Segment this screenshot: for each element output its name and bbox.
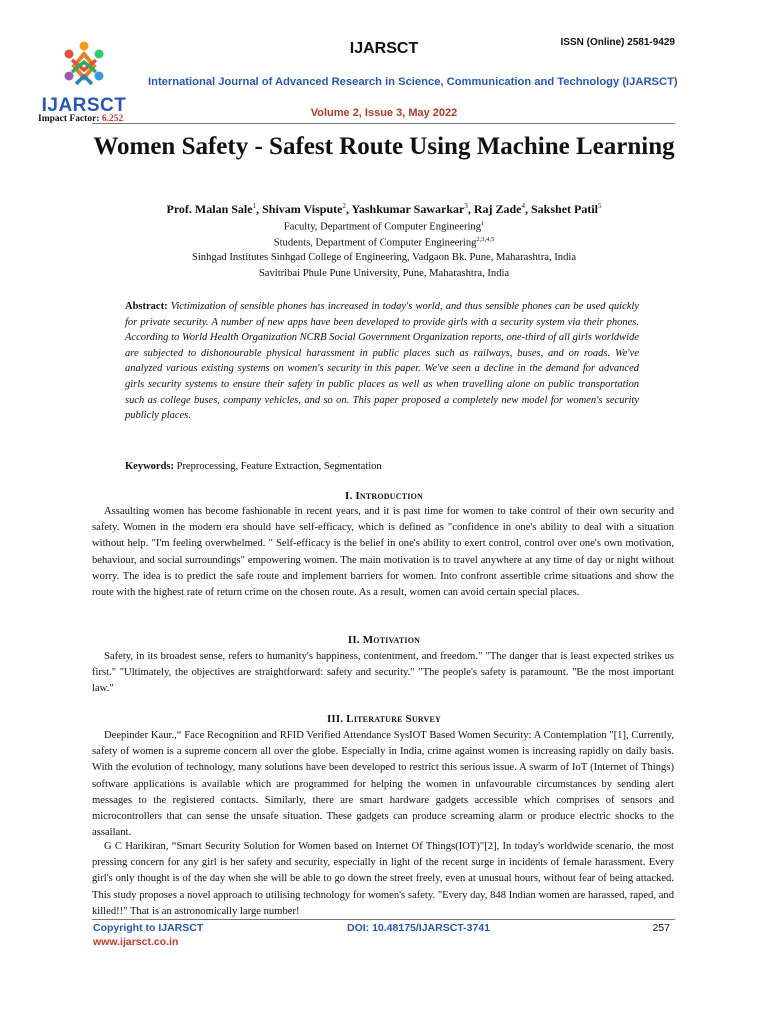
section-heading-literature-survey: III. Literature Survey [326,713,442,725]
journal-short-name: IJARSCT [349,40,419,57]
author-name: Shivam Vispute [262,202,343,216]
author-sup: 2 [342,202,346,210]
page-number: 257 [652,922,670,934]
author-sup: 5 [598,202,602,210]
footer-divider [92,919,675,920]
author-name: Sakshet Patil [531,202,599,216]
paragraph-introduction: Assaulting women has become fashionable in recent years, and it is past time for women to take control of their own security and safety. Women in the modern era should have self-efficacy, which is defined as "confidence in one's ability to deal with a situation without help. "I'm feeling overwhelmed. " Self-efficacy is the belief in one's ability to exert control, control over one's own motivation, behaviour, and social surroundings" empowering women. The main motivation is to travel anywhere at any time of day or night without worry. The idea is to predict the safe route and implement barriers for women. Into confront assertible crime situations and show the route with the highest rate of return crime on the chosen route. As a result, women can avoid certain special places. [92,506,674,599]
abstract-label: Abstract: [125,301,168,312]
logo-text: IJARSCT [41,95,127,116]
impact-value: 6.252 [101,114,124,124]
affiliation-text: Savitribai Phule Pune University, Pune, Maharashtra, India [258,268,510,279]
keywords [125,461,382,472]
author-sup: 4 [521,202,525,210]
header-divider [92,123,675,124]
affiliation-line [0,236,768,249]
affiliation-line [0,220,768,233]
affiliation-text: Students, Department of Computer Engineering [273,237,477,249]
author-list: Prof. Malan Sale$^1$, Shivam Vispute$^2$, Yashkumar Sawarkar$^3$, Raj Zade$^4$, Sakshet Patil$^5$ [166,202,602,216]
footer-doi[interactable]: DOI: 10.48175/IJARSCT-3741 [347,922,490,934]
keywords-text: Preprocessing, Feature Extraction, Segmentation [176,461,382,472]
section-heading-introduction: I. Introduction [345,490,423,502]
section-heading-motivation: II. Motivation [347,634,421,646]
affiliation-line [0,252,768,263]
volume-issue: Volume 2, Issue 3, May 2022 [310,107,458,119]
paragraph-motivation: Safety, in its broadest sense, refers to humanity's happiness, contentment, and freedom." "The danger that is least expected strikes us first." "Ultimately, the objectives are straightforward: safety and security." "The people's safety is paramount. "Be the most important law." [92,651,674,695]
paragraph-literature-2: G C Harikiran, “Smart Security Solution for Women based on Internet Of Things(IOT)"[2], In today's worldwide scenario, the most pressing concern for any girl is her safety and security, especially in light of the recent surge in incidents of female harassment. Every girl's only thought is of the day when she will be able to go down the street freely, even at unusual hours, without fear of being attacked. This study proposes a novel approach to utilising technology for women's safety. "Every day, 848 Indian women are harassed, raped, and killed!!" That is an astronomically large number! [92,841,674,917]
paper-title: Women Safety - Safest Route Using Machine Learning [93,133,675,160]
affiliation-sup: 1 [481,220,485,227]
abstract-text: Victimization of sensible phones has increased in today's world, and thus sensible phones can be used quickly for private security. A number of new apps have been developed to provide girls with a security system via their phones. According to World Health Organization NCRB Social Government Organization reports, one-third of all girls worldwide are subjected to dishonourable physical harassment in public places such as railways, buses, and on roads. We've analyzed various existing systems on women's security in this paper. We've seen a decline in the demand for advanced girls security systems to ensure their safety in public places as well as when travelling alone on public transportation such as college buses, company vehicles, and so on. This paper proposed a completely new model for women's security publicly places. [125,301,639,422]
author-name: Yashkumar Sawarkar [351,202,465,216]
paragraph-literature-1: Deepinder Kaur.,“ Face Recognition and RFID Verified Attendance SysIOT Based Women Security: A Contemplation "[1], Currently, safety of women is a supreme concern all over the globe. Especially in India, crime against women is increasing rapidly on daily basis. With the evolution of technology, many solutions have been developed to restrict this serious issue. A swarm of IoT (Internet of Things) software applications is available which are programmed for helping the women in unfavourable circumstances by sending alert messages to the registered contacts. Similarly, there are smart hardware gadgets accessible which comprises of sensors and microcontrollers that can sense the unsafe situation. These gadgets can produce screaming alarm or produce electric shocks to the assailant. [92,730,674,839]
keywords-label: Keywords: [125,461,174,472]
abstract [125,299,639,424]
author-name: Prof. Malan Sale [166,202,253,216]
author-sup: 3 [464,202,468,210]
issn: ISSN (Online) 2581-9429 [560,37,675,48]
affiliation-text: Faculty, Department of Computer Engineering [283,221,482,233]
affiliation-line [0,268,768,279]
author-name: Raj Zade [473,202,522,216]
journal-full-name: International Journal of Advanced Research in Science, Communication and Technology (IJARSCT) [148,76,678,88]
affiliation-text: Sinhgad Institutes Sinhgad College of Engineering, Vadgaon Bk. Pune, Maharashtra, India [191,252,577,263]
affiliation-sup: 2,3,4,5 [476,236,495,243]
impact-label: Impact Factor: [38,114,100,124]
footer-copyright: Copyright to IJARSCT [93,922,204,934]
footer-website-link[interactable]: www.ijarsct.co.in [93,936,179,948]
author-sup: 1 [252,202,257,210]
